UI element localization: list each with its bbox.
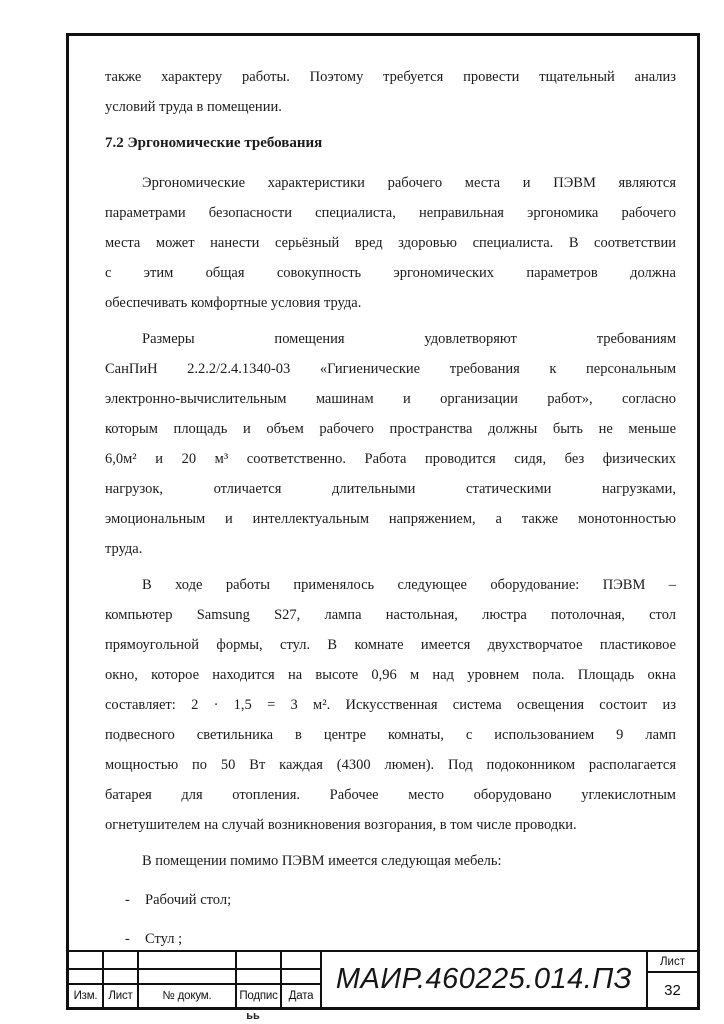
stamp-empty-cell [69, 952, 104, 968]
paragraph-line: В помещении помимо ПЭВМ имеется следующая мебель: [142, 853, 502, 869]
stamp-header-cell: Изм. [69, 983, 104, 1007]
section-heading: 7.2 Эргономические требования [105, 135, 323, 151]
list-item-text: Стул ; [145, 931, 183, 947]
document-body [69, 36, 697, 952]
paragraph-line: электронно-вычислительным машинам и организации работ», согласно [105, 391, 676, 407]
list-item [105, 924, 676, 952]
paragraph-line: параметрами безопасности специалиста, неправильная эргономика рабочего [105, 205, 676, 221]
paragraph-line: огнетушителем на случай возникновения возгорания, в том числе проводки. [105, 817, 577, 833]
sheet-cell [648, 952, 697, 1007]
document-code-cell [322, 952, 648, 1007]
paragraph-line: обеспечивать комфортные условия труда. [105, 295, 362, 311]
sheet-label: Лист [648, 952, 697, 973]
paragraph-line: подвесного светильника в центре комнаты, с использованием 9 ламп [105, 727, 676, 743]
paragraph-line: Размеры помещения удовлетворяют требованиям [142, 331, 676, 347]
paragraph [105, 570, 676, 840]
paragraph-line: окно, которое находится на высоте 0,96 м над уровнем пола. Площадь окна [105, 667, 676, 683]
stamp-empty-cell [104, 952, 139, 968]
stamp-header-cell: Дата [282, 983, 322, 1007]
paragraph-line: батарея для отопления. Рабочее место оборудовано углекислотным [105, 787, 676, 803]
stamp-empty-cell [104, 968, 139, 983]
signature-overflow-text: ьь [246, 1010, 260, 1022]
paragraph-line: эмоциональным и интеллектуальным напряжением, а также монотонностью [105, 511, 676, 527]
stamp-header-cell: № докум. [139, 983, 237, 1007]
paragraph-line: условий труда в помещении. [105, 99, 282, 115]
stamp-header-cell: Лист [104, 983, 139, 1007]
paragraph-line: труда. [105, 541, 143, 557]
revision-table [69, 952, 322, 1007]
sheet-number: 32 [664, 981, 681, 999]
paragraph-line: компьютер Samsung S27, лампа настольная, люстра потолочная, стол [105, 607, 676, 623]
document-code: МАИР.460225.014.ПЗ [335, 963, 633, 995]
paragraph [105, 62, 676, 122]
title-block [69, 950, 697, 1007]
paragraph-line: места может нанести серьёзный вред здоровью специалиста. В соответствии [105, 235, 676, 251]
stamp-empty-cell [69, 968, 104, 983]
list-bullet: - [125, 892, 130, 908]
page-frame [66, 33, 700, 1010]
paragraph-line: СанПиН 2.2.2/2.4.1340-03 «Гигиенические требования к персональным [105, 361, 676, 377]
stamp-empty-cell [282, 952, 322, 968]
stamp-empty-cell [282, 968, 322, 983]
paragraph-line: прямоугольной формы, стул. В комнате имеется двухстворчатое пластиковое [105, 637, 676, 653]
paragraph [105, 168, 676, 318]
paragraph [105, 846, 676, 876]
paragraph-line: с этим общая совокупность эргономических параметров должна [105, 265, 676, 281]
paragraph-line: составляет: 2 · 1,5 = 3 м². Искусственная система освещения состоит из [105, 697, 676, 713]
stamp-empty-cell [237, 952, 282, 968]
paragraph-line: мощностью по 50 Вт каждая (4300 люмен). Под подоконником располагается [105, 757, 676, 773]
paragraph-line: Эргономические характеристики рабочего места и ПЭВМ являются [142, 175, 676, 191]
paragraph-line: В ходе работы применялось следующее оборудование: ПЭВМ – [142, 577, 676, 593]
paragraph-line: также характеру работы. Поэтому требуется провести тщательный анализ [105, 69, 676, 85]
paragraph-line: нагрузок, отличается длительными статическими нагрузками, [105, 481, 676, 497]
paragraph [105, 324, 676, 564]
stamp-header-cell: Подпис [237, 983, 282, 1007]
stamp-empty-cell [237, 968, 282, 983]
list-item-text: Рабочий стол; [145, 892, 232, 908]
stamp-empty-cell [139, 968, 237, 983]
list-bullet: - [125, 931, 130, 947]
stamp-empty-cell [139, 952, 237, 968]
list-item [105, 885, 676, 915]
paragraph-line: 6,0м² и 20 м³ соответственно. Работа проводится сидя, без физических [105, 451, 676, 467]
paragraph-line: которым площадь и объем рабочего пространства должны быть не меньше [105, 421, 676, 437]
